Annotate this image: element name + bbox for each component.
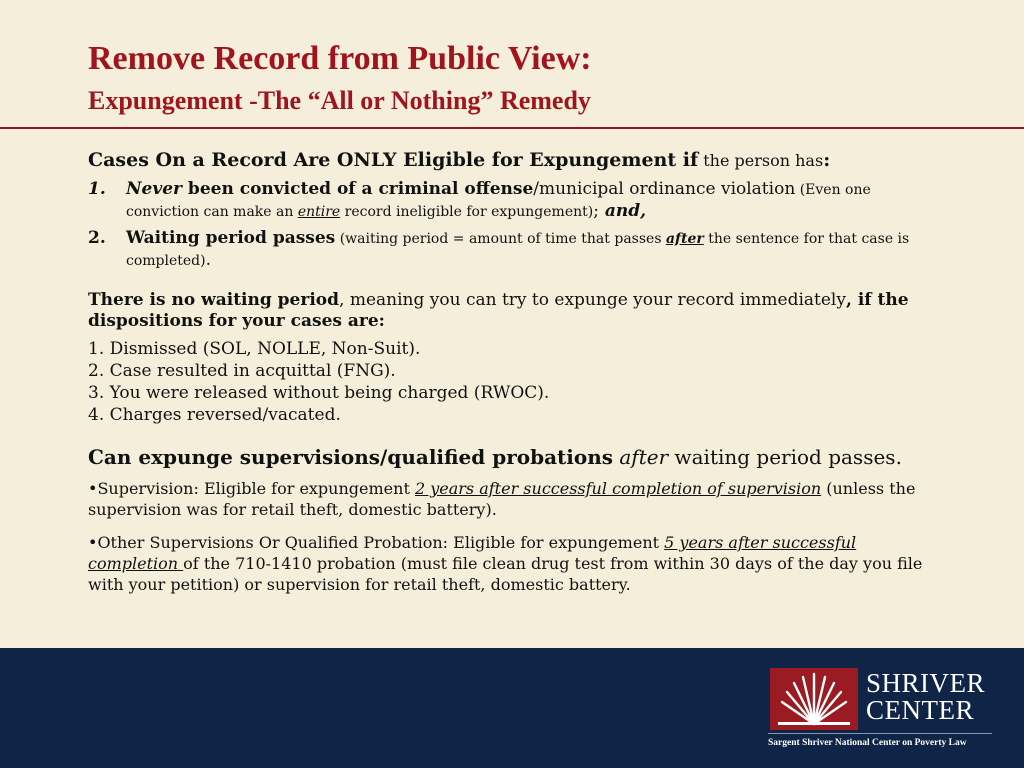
supervision-heading-rest: waiting period passes.: [668, 445, 902, 469]
logo-divider: [768, 733, 992, 734]
no-waiting-bold: There is no waiting period: [88, 290, 340, 310]
item2-bold: Waiting period passes: [126, 228, 336, 248]
entire-text: entire: [297, 204, 341, 220]
bullet1-emphasis: 2 years after successful completion of supervision: [414, 479, 822, 498]
item2-note-b: the sentence for that case is completed): [126, 231, 910, 269]
item-number: 2.: [88, 228, 106, 248]
item1-semicolon: ;: [593, 201, 599, 221]
sunburst-icon: [770, 668, 858, 730]
supervision-heading-bold: Can expunge supervisions/qualified probations: [88, 445, 614, 469]
bullet1-text-b: (unless the supervision was for retail theft, domestic battery).: [88, 479, 916, 519]
eligibility-item-2: [88, 228, 948, 272]
item1-note-a: (Even one conviction can make an: [126, 182, 871, 220]
supervision-heading-after: after: [613, 445, 669, 469]
no-waiting-normal: , meaning you can try to expunge your record immediately: [339, 290, 846, 310]
disposition-item: 4. Charges reversed/vacated.: [88, 405, 341, 425]
eligibility-heading-colon: :: [823, 149, 831, 171]
item1-normal: /municipal ordinance violation: [533, 179, 796, 199]
disposition-item: 2. Case resulted in acquittal (FNG).: [88, 361, 396, 381]
logo-line-1: SHRIVER: [866, 668, 986, 698]
item-number: 1.: [88, 179, 106, 199]
slide-body: [88, 148, 948, 607]
logo-line-2: CENTER: [866, 695, 974, 725]
eligibility-heading: [88, 148, 948, 173]
logo-tagline: Sargent Shriver National Center on Poverty Law: [768, 738, 967, 748]
eligibility-item-1: [88, 179, 948, 223]
eligibility-heading-bold: Cases On a Record Are ONLY Eligible for Expungement if: [88, 149, 699, 171]
eligibility-heading-rest: the person has: [698, 151, 824, 170]
title-divider: [0, 127, 1024, 129]
slide-subtitle: Expungement -The “All or Nothing” Remedy: [88, 86, 591, 115]
item2-note-a: (waiting period = amount of time that passes: [335, 231, 666, 247]
bullet2-emphasis: 5 years after successful completion: [88, 533, 857, 573]
bullet2-text-a: •Other Supervisions Or Qualified Probation: Eligible for expungement: [88, 533, 665, 552]
bullet2-text-b: of the 710-1410 probation (must file clean drug test from within 30 days of the day you file with your petition) or supervision for retail theft, domestic battery.: [88, 554, 923, 594]
shriver-center-logo: [758, 656, 998, 764]
dispositions-bold: , if the dispositions for your cases are:: [88, 290, 909, 331]
disposition-item: 3. You were released without being charged (RWOC).: [88, 383, 550, 403]
item-text: [126, 228, 948, 272]
never-text: Never: [126, 179, 183, 199]
probation-bullet: [88, 532, 948, 595]
supervision-heading: [88, 444, 948, 470]
item1-note-b: record ineligible for expungement): [340, 204, 594, 220]
item1-bold: been convicted of a criminal offense: [182, 179, 534, 199]
item-text: [126, 179, 948, 223]
logo-wordmark: [866, 670, 985, 724]
bullet1-text-a: •Supervision: Eligible for expungement: [88, 479, 415, 498]
after-text: after: [665, 231, 704, 247]
slide-title: Remove Record from Public View:: [88, 40, 592, 77]
item2-end: .: [205, 250, 212, 270]
no-waiting-paragraph: [88, 290, 948, 332]
and-text: and,: [598, 201, 647, 221]
disposition-item: 1. Dismissed (SOL, NOLLE, Non-Suit).: [88, 339, 421, 359]
supervision-bullet: [88, 478, 948, 520]
